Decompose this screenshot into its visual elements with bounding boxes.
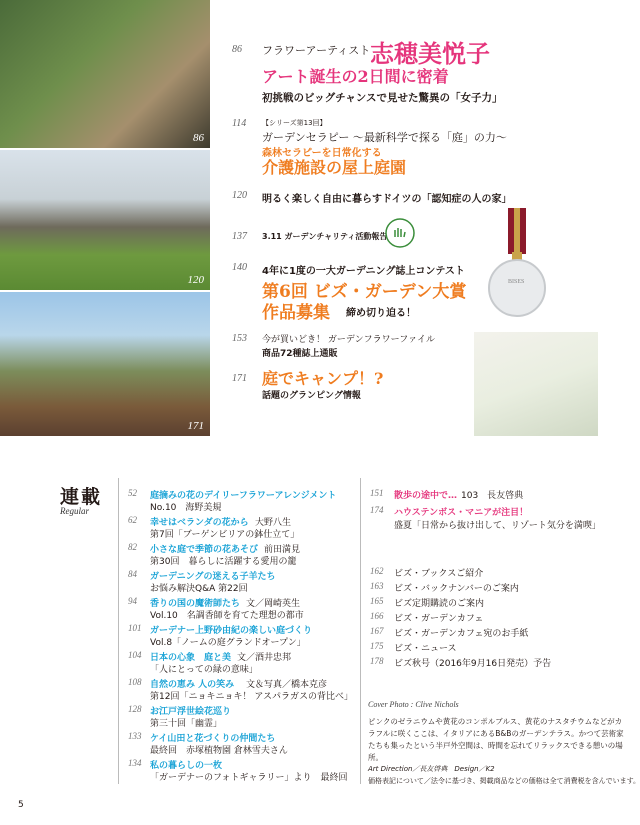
toc-headline: 第6回 ビズ・ガーデン大賞: [262, 282, 467, 302]
serial-heading: ハウステンボス・マニアが注目！: [394, 508, 529, 518]
serial-heading: 香りの国の魔術師たち: [150, 599, 241, 609]
toc-feature-name: 志穂美悦子: [370, 39, 490, 68]
serial-page-number: 165: [370, 596, 384, 606]
serial-heading: ケイ山田と花づくりの仲間たち: [150, 734, 276, 744]
photo-flower-artist: [0, 0, 210, 148]
toc-series-tag: 【シリーズ第13回】: [262, 119, 327, 127]
serial-subheading: 103 長友啓典: [461, 491, 524, 501]
photo-rooftop-garden: [0, 150, 210, 290]
serial-heading: 小さな庭で季節の花あそび: [150, 545, 259, 555]
serial-heading: ガーデナー上野砂由紀の楽しい庭づくり: [150, 626, 313, 636]
serial-page-number: 174: [370, 505, 384, 515]
serial-page-number: 163: [370, 581, 384, 591]
serial-page-number: 108: [128, 677, 142, 687]
serial-author: 前田満見: [264, 545, 301, 555]
serial-heading: お江戸浮世絵花巡り: [150, 707, 232, 717]
medal-lettering: BISES: [508, 279, 525, 285]
serial-page-number: 178: [370, 656, 384, 666]
serial-page-number: 52: [128, 488, 137, 498]
serial-page-number: 84: [128, 569, 137, 579]
toc-role: フラワーアーティスト: [262, 44, 371, 57]
serial-page-number: 162: [370, 566, 384, 576]
serial-page-number: 167: [370, 626, 384, 636]
serial-page-number: 151: [370, 488, 384, 498]
serial-author: 文＆写真／橋本克彦: [246, 680, 328, 690]
serial-subheading: 第7回「ブーゲンビリアの鉢仕立て」: [150, 530, 300, 540]
serial-list-item: ビズ・ブックスご紹介: [394, 569, 484, 579]
serial-subheading: No.10 海野美規: [150, 503, 222, 513]
serial-list-item: ビズ秋号（2016年9月16日発売）予告: [394, 659, 552, 669]
toc-headline-2: 作品募集: [262, 303, 330, 323]
serial-list-item: ビズ定期購読のご案内: [394, 599, 485, 609]
serial-subheading: 「人にとっての緑の意味」: [150, 665, 258, 675]
serial-heading: 庭摘みの花のデイリーフラワーアレンジメント: [150, 491, 337, 501]
serial-page-number: 104: [128, 650, 142, 660]
serial-subheading: 「ガーデナーのフォトギャラリー」より 最終回: [150, 773, 348, 783]
serial-heading: 自然の恵み 人の笑み: [150, 680, 235, 690]
toc-page-number: 140: [232, 262, 247, 273]
toc-page-number: 120: [232, 190, 247, 201]
photo-glamping: [0, 292, 210, 436]
serial-heading: 幸せはベランダの花から: [150, 518, 249, 528]
serial-page-number: 134: [128, 758, 142, 768]
serial-list-item: ビズ・バックナンバーのご案内: [394, 584, 519, 594]
toc-subtitle: 商品72種誌上通販: [262, 349, 338, 359]
toc-page-number: 86: [232, 44, 242, 55]
serial-author: 文／酒井忠邦: [237, 653, 292, 663]
serial-heading: 散歩の途中で…: [394, 491, 458, 501]
art-direction-credit: Art Direction／長友啓典 Design／K2: [368, 765, 495, 773]
serial-page-number: 82: [128, 542, 137, 552]
serial-list-item: ビズ・ガーデンカフェ: [394, 614, 484, 624]
toc-title: ガーデンセラピー ～最新科学で探る「庭」の力～: [262, 131, 507, 144]
serial-subheading: 最終回 赤塚植物園 倉林雪夫さん: [150, 746, 288, 756]
charity-logo-icon: [384, 217, 416, 249]
toc-deadline-note: 締め切り迫る！: [346, 308, 416, 319]
serial-list-item: ビズ・ガーデンカフェ宛のお手紙: [394, 629, 529, 639]
toc-page-number: 114: [232, 118, 247, 129]
serial-page-number: 62: [128, 515, 137, 525]
medal-icon: [486, 208, 548, 318]
serial-title: 連載: [60, 486, 103, 508]
serial-subheading: Vol.10 名調香師を育てた理想の都市: [150, 611, 304, 621]
serial-subheading: 第12回「ニョキニョキ！ アスパラガスの背比べ」: [150, 692, 353, 702]
cover-credit: Cover Photo : Clive Nichols: [368, 700, 459, 709]
serial-subheading: 第30回 暮らしに活躍する愛用の籠: [150, 557, 297, 567]
toc-title: 4年に1度の一大ガーデニング誌上コンテスト: [262, 266, 465, 277]
toc-page-number: 137: [232, 231, 247, 242]
toc-headline: 介護施設の屋上庭園: [262, 158, 407, 177]
serial-page-number: 101: [128, 623, 142, 633]
photo-page-number: 86: [193, 132, 204, 144]
toc-headline: 庭でキャンプ！?: [262, 369, 384, 388]
toc-title: 明るく楽しく自由に暮らすドイツの「認知症の人の家」: [262, 194, 512, 205]
serial-page-number: 128: [128, 704, 142, 714]
toc-feature-title: アート誕生の2日間に密着: [262, 67, 449, 86]
toc-title: 今が買いどき！ ガーデンフラワーファイル: [262, 335, 436, 345]
price-note: 価格表記について／法令に基づき、掲載商品などの価格は全て消費税を含んでいます。: [368, 777, 640, 785]
serial-page-number: 133: [128, 731, 142, 741]
page-number: 5: [18, 800, 24, 810]
toc-page-number: 153: [232, 333, 247, 344]
serial-subheading: お悩み解決Q&A 第22回: [150, 584, 248, 594]
serial-author: 文／岡崎英生: [246, 599, 301, 609]
photo-page-number: 120: [187, 274, 204, 286]
photo-page-number: 171: [187, 420, 204, 432]
serial-page-number: 94: [128, 596, 137, 606]
toc-subtitle: 森林セラピーを日常化する: [262, 148, 382, 159]
serial-heading: ガーデニングの迷える子羊たち: [150, 572, 276, 582]
serial-author: 大野八生: [255, 518, 292, 528]
cover-caption: ピンクのゼラニウムや黄花のコンポルブルス、黄花のナスタチウムなどがカラフルに咲くここは、イタリアにあるB&Bのガーデンテラス。かつて芸術家たちも集ったという半戸外空間は、時間を忘れてリラックスできる憩いの場所。: [368, 717, 624, 762]
toc-feature-sub: 初挑戦のビッグチャンスで見せた驚異の「女子力」: [262, 92, 503, 104]
serial-subheading: 第三十回「幽霊」: [150, 719, 223, 729]
divider: [118, 478, 119, 784]
serial-page-number: 175: [370, 641, 384, 651]
serial-list-item: ビズ・ニュース: [394, 644, 457, 654]
photo-bottle-plant: [474, 332, 598, 436]
toc-title: 3.11 ガーデンチャリティ活動報告: [262, 232, 388, 241]
serial-heading: 私の暮らしの一枚: [150, 761, 223, 771]
serial-subheading: Vol.8「ノームの庭グランドオープン」: [150, 638, 306, 648]
serial-subheading: 盛夏「日常から抜け出して、リゾート気分を満喫」: [394, 521, 601, 531]
toc-subtitle: 話題のグランピング情報: [262, 391, 361, 401]
serial-heading: 日本の心象 庭と美: [150, 653, 232, 663]
divider: [360, 478, 361, 784]
toc-page-number: 171: [232, 373, 247, 384]
serial-page-number: 166: [370, 611, 384, 621]
serial-subtitle: Regular: [60, 506, 89, 516]
